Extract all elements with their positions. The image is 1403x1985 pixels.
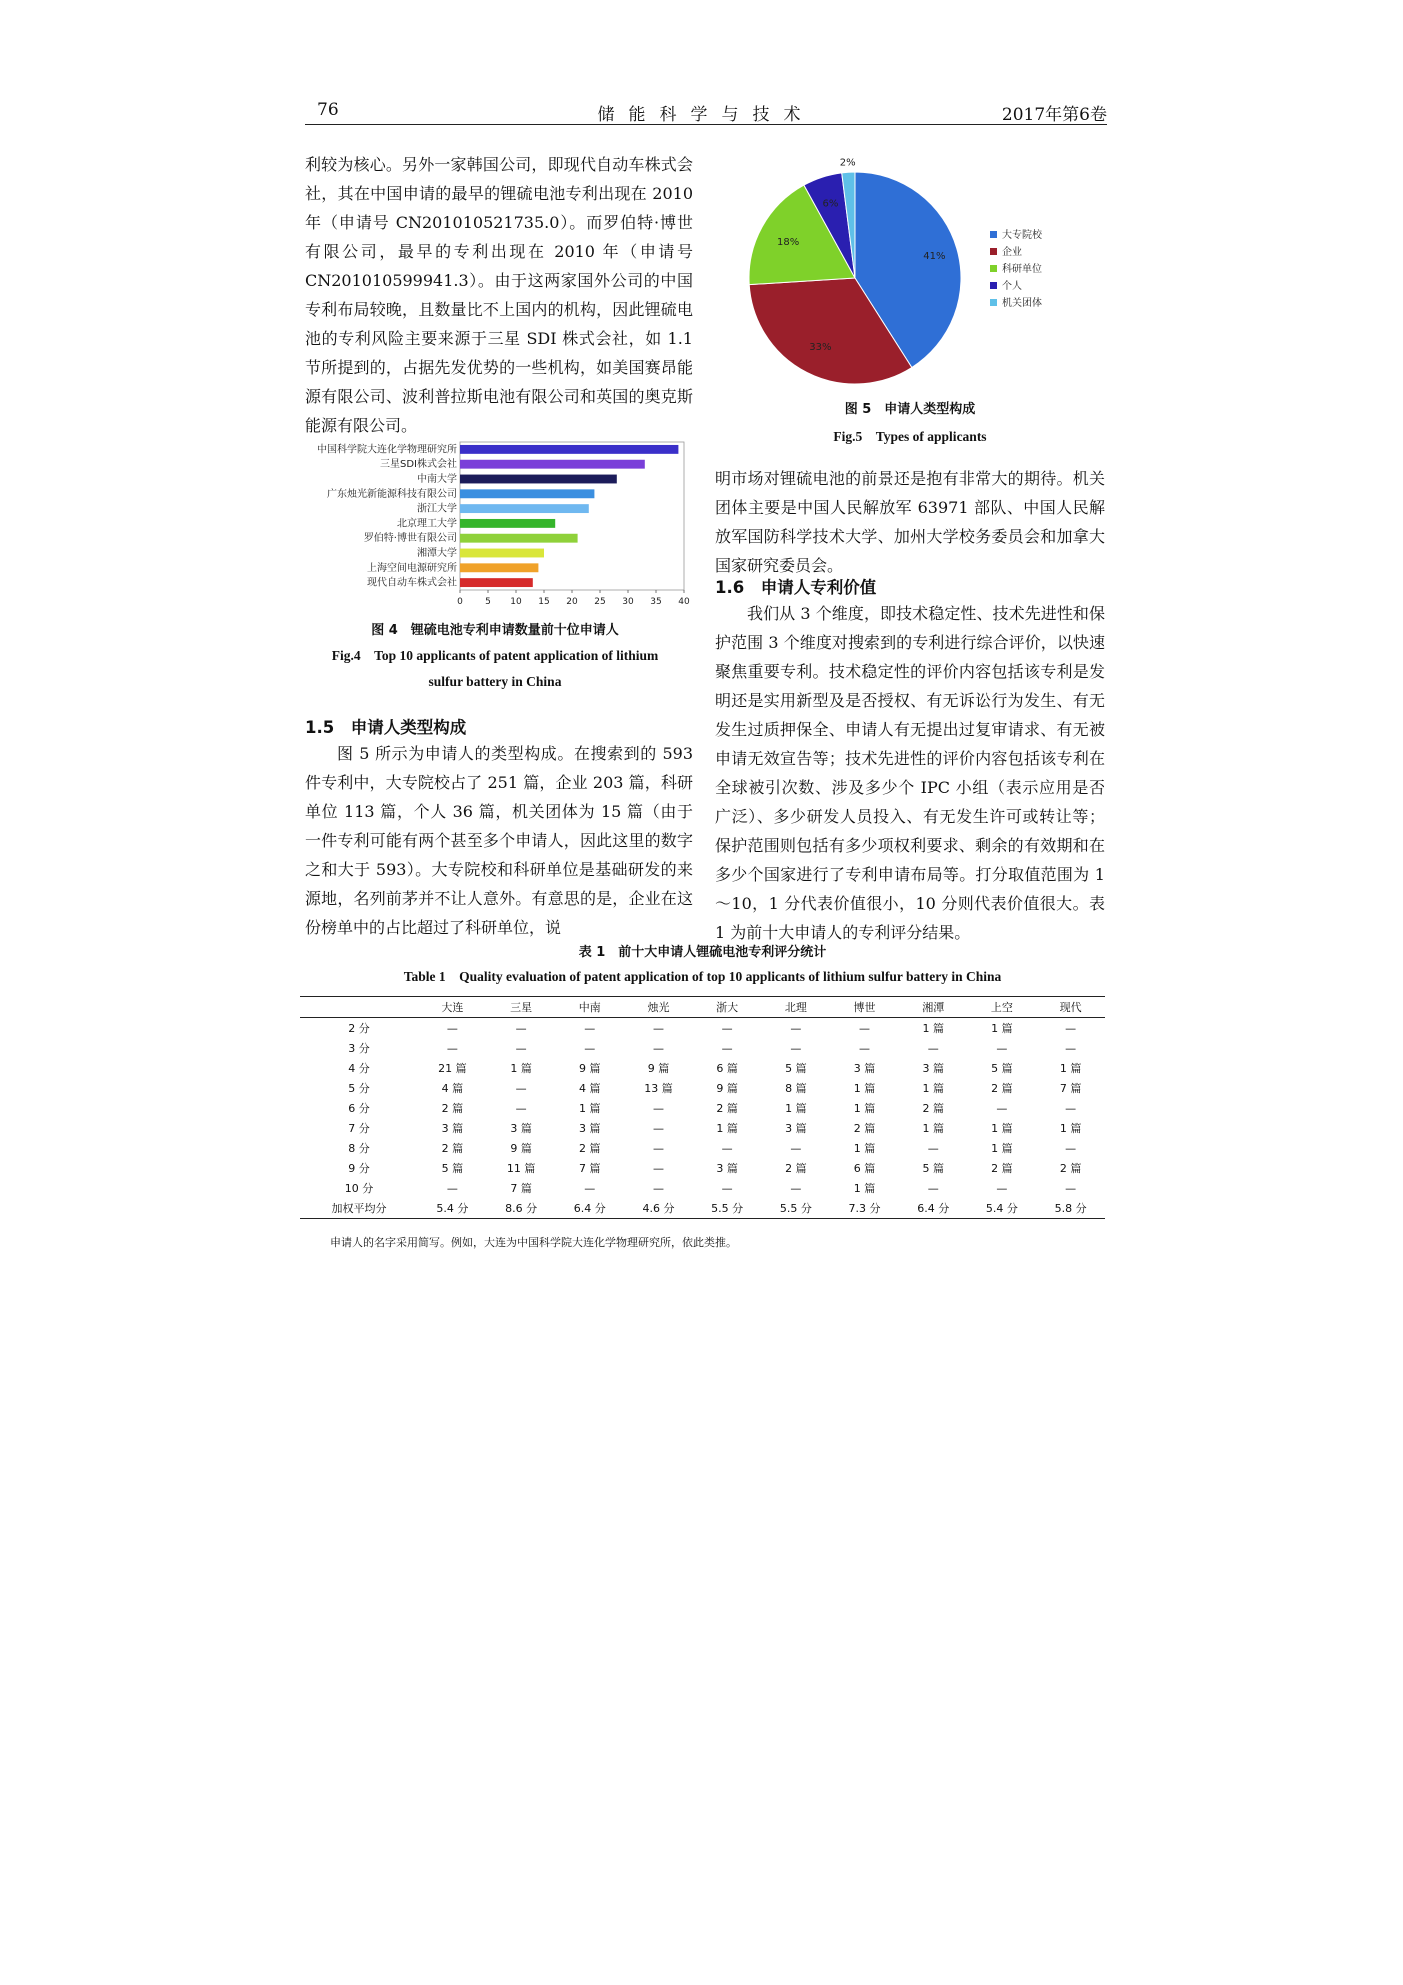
table-cell: 5 分 xyxy=(348,1082,370,1095)
section-heading-1-6: 1.6 申请人专利价值 xyxy=(715,578,877,597)
table-cell: 3 篇 xyxy=(579,1122,601,1135)
table-cell: — xyxy=(721,1021,733,1035)
table-cell: — xyxy=(790,1041,802,1055)
table-header-cell: 烛光 xyxy=(624,997,693,1018)
table-cell: 1 篇 xyxy=(922,1022,944,1035)
journal-title: 储能科学与技术 xyxy=(597,105,815,125)
x-tick-label: 10 xyxy=(510,597,522,607)
category-label: 湘潭大学 xyxy=(417,547,457,559)
table-cell: 1 篇 xyxy=(716,1122,738,1135)
table-row xyxy=(300,1158,1105,1178)
table-cell: 9 篇 xyxy=(647,1062,670,1075)
table-cell: 3 分 xyxy=(348,1042,370,1055)
table-row xyxy=(300,1138,1105,1158)
table-cell: 11 篇 xyxy=(506,1162,536,1175)
table-cell: 1 篇 xyxy=(1059,1062,1082,1075)
paragraph: 明市场对锂硫电池的前景还是抱有非常大的期待。机关团体主要是中国人民解放军 63971 部队、中国人民解放军国防科学技术大学、加州大学校务委员会和加拿大国家研究委员会。 xyxy=(715,469,1105,575)
table-cell: — xyxy=(996,1041,1008,1055)
table-cell: — xyxy=(446,1041,458,1055)
table-cell: — xyxy=(652,1021,664,1035)
category-label: 北京理工大学 xyxy=(397,518,457,530)
table-cell: 5.5 分 xyxy=(762,1198,831,1219)
table-row xyxy=(300,1078,1105,1098)
table-cell: — xyxy=(721,1041,733,1055)
table-cell: — xyxy=(515,1041,527,1055)
table-cell: — xyxy=(927,1181,939,1195)
slice-label: 6% xyxy=(822,198,839,210)
table-cell: 3 篇 xyxy=(922,1062,944,1075)
table-cell: — xyxy=(927,1141,939,1155)
table-cell: 5 篇 xyxy=(922,1162,944,1175)
bar xyxy=(460,445,678,454)
table-row xyxy=(300,1098,1105,1118)
paragraph: 我们从 3 个维度，即技术稳定性、技术先进性和保护范围 3 个维度对搜索到的专利进行综合评价，以快速聚焦重要专利。技术稳定性的评价内容包括该专利是发明还是实用新型及是否授权、有无诉讼行为发生、有无发生过质押保全、申请人有无提出过复审请求、有无被申请无效宣告等；技术先进性的评价内容包括该专利在全球被引次数、涉及多少个 IPC 小组（表示应用是否广泛）、多少研发人员投入、有无发生许可或转让等；保护范围则包括有多少项权利要求、剩余的有效期和在多少个国家进行了专利申请布局等。打分取值范围为 1～10，1 分代表价值很小，10 分则代表价值很大。表 1 为前十大申请人的专利评分结果。 xyxy=(715,604,1105,942)
table-cell: 2 篇 xyxy=(579,1142,601,1155)
table-cell: 9 分 xyxy=(348,1162,370,1175)
table-header-cell: 上空 xyxy=(968,997,1037,1018)
category-label: 中国科学院大连化学物理研究所 xyxy=(317,444,457,456)
table-cell: — xyxy=(859,1021,871,1035)
slice-label: 18% xyxy=(777,237,800,249)
table-row xyxy=(300,1118,1105,1138)
legend-label: 机关团体 xyxy=(1002,298,1042,309)
table-header-cell: 大连 xyxy=(418,997,487,1018)
table-cell: 6.4 分 xyxy=(899,1198,968,1219)
table-cell: 2 篇 xyxy=(991,1162,1013,1175)
table1 xyxy=(300,996,1105,1219)
table-cell: — xyxy=(515,1021,527,1035)
bar xyxy=(460,549,544,558)
table-cell: — xyxy=(927,1041,939,1055)
legend-label: 企业 xyxy=(1002,247,1022,258)
table-cell: 2 篇 xyxy=(853,1122,876,1135)
bar xyxy=(460,475,617,484)
table-cell: 5.4 分 xyxy=(968,1198,1037,1219)
table-cell: — xyxy=(584,1181,596,1195)
bar xyxy=(460,489,594,498)
bar xyxy=(460,534,578,543)
table-cell: — xyxy=(996,1101,1008,1115)
table-cell: — xyxy=(515,1101,527,1115)
category-label: 罗伯特·博世有限公司 xyxy=(363,533,457,545)
table1-title-cn: 表 1 前十大申请人锂硫电池专利评分统计 xyxy=(578,945,827,960)
slice-label: 41% xyxy=(923,250,946,262)
table-cell: 1 篇 xyxy=(991,1122,1013,1135)
table-cell: 9 篇 xyxy=(579,1062,601,1075)
x-tick-label: 30 xyxy=(622,597,634,607)
table-cell: 21 篇 xyxy=(438,1062,467,1075)
table-cell: 1 篇 xyxy=(922,1122,944,1135)
legend-swatch xyxy=(990,231,997,238)
right-column-text-top xyxy=(715,464,1105,580)
table-cell: 3 篇 xyxy=(853,1062,876,1075)
table-cell: 1 篇 xyxy=(1059,1122,1082,1135)
table-cell: — xyxy=(584,1041,596,1055)
left-column-text-top xyxy=(305,150,693,440)
table-cell: — xyxy=(721,1141,733,1155)
table-cell: 4 分 xyxy=(348,1062,370,1075)
bar xyxy=(460,504,589,513)
x-tick-label: 40 xyxy=(678,597,690,607)
table-cell: 5 篇 xyxy=(991,1062,1013,1075)
table-cell: 加权平均分 xyxy=(300,1198,418,1219)
slice-label: 33% xyxy=(809,342,832,354)
legend-label: 个人 xyxy=(1002,281,1022,292)
table-row xyxy=(300,1018,1105,1039)
table-cell: 7 分 xyxy=(348,1122,370,1135)
fig4-caption-en-line2: sulfur battery in China xyxy=(428,674,562,689)
fig5-caption-en: Fig.5 Types of applicants xyxy=(833,429,987,444)
table-cell: 5.4 分 xyxy=(418,1198,487,1219)
table-cell: — xyxy=(584,1021,596,1035)
table-cell: — xyxy=(652,1161,664,1175)
table-cell: 1 篇 xyxy=(853,1182,876,1195)
table-cell: — xyxy=(652,1101,664,1115)
table-cell: 1 篇 xyxy=(853,1082,876,1095)
category-label: 广东烛光新能源科技有限公司 xyxy=(327,488,457,500)
table-cell: 2 分 xyxy=(348,1022,370,1035)
table-cell: 3 篇 xyxy=(441,1122,464,1135)
table-cell: 4.6 分 xyxy=(624,1198,693,1219)
table-header-cell: 湘潭 xyxy=(899,997,968,1018)
table-cell: 13 篇 xyxy=(644,1082,673,1095)
left-column-text-bottom xyxy=(305,739,693,942)
table-cell: — xyxy=(1065,1181,1077,1195)
table-cell: 6.4 分 xyxy=(555,1198,624,1219)
x-tick-label: 25 xyxy=(594,597,606,607)
table-cell: — xyxy=(1065,1041,1077,1055)
table-row xyxy=(300,1058,1105,1078)
category-label: 浙江大学 xyxy=(417,503,457,515)
table-cell: 1 篇 xyxy=(991,1142,1013,1155)
table-row xyxy=(300,1178,1105,1198)
table1-title-en: Table 1 Quality evaluation of patent application of top 10 applicants of lithium sulfur battery in China xyxy=(403,969,1002,984)
table-cell: — xyxy=(790,1181,802,1195)
paragraph: 利较为核心。另外一家韩国公司，即现代自动车株式会社，其在中国申请的最早的锂硫电池专利出现在 2010 年（申请号 CN201010521735.0）。而罗伯特·博世有限公司，最早的专利出现在 2010 年（申请号 CN201010599941.3）。由于这两家国外公司的中国专利布局较晚，且数量比不上国内的机构，因此锂硫电池的专利风险主要来源于三星 SDI 株式会社，如 1.1 节所提到的，占据先发优势的一些机构，如美国赛昂能源有限公司、波利普拉斯电池有限公司和英国的奥克斯能源有限公司。 xyxy=(305,155,693,435)
table-cell: — xyxy=(446,1181,458,1195)
table-cell: — xyxy=(790,1141,802,1155)
table-cell: — xyxy=(652,1041,664,1055)
x-tick-label: 5 xyxy=(485,597,491,607)
fig4-caption-en xyxy=(300,643,690,695)
table-cell: 6 篇 xyxy=(716,1062,738,1075)
table-cell: 7.3 分 xyxy=(830,1198,899,1219)
table-cell: 8 篇 xyxy=(785,1082,807,1095)
legend-label: 科研单位 xyxy=(1002,264,1042,275)
legend-swatch xyxy=(990,299,997,306)
table-cell: 1 篇 xyxy=(510,1062,532,1075)
table-cell: — xyxy=(1065,1141,1077,1155)
table-cell: 2 篇 xyxy=(441,1142,464,1155)
table-cell: 9 篇 xyxy=(716,1082,738,1095)
category-label: 中南大学 xyxy=(417,473,457,485)
table-cell: 4 篇 xyxy=(579,1082,601,1095)
table-cell: 10 分 xyxy=(344,1182,374,1195)
table-cell: 1 篇 xyxy=(991,1022,1013,1035)
table-cell: — xyxy=(1065,1021,1077,1035)
table-cell: 1 篇 xyxy=(922,1082,944,1095)
fig4-caption-cn: 图 4 锂硫电池专利申请数量前十位申请人 xyxy=(371,623,619,638)
bar xyxy=(460,563,538,572)
right-column-text-bottom xyxy=(715,599,1105,947)
table-cell: 8 分 xyxy=(348,1142,370,1155)
table-cell: 2 篇 xyxy=(441,1102,464,1115)
table-cell: 1 篇 xyxy=(853,1142,876,1155)
table-cell: 3 篇 xyxy=(785,1122,807,1135)
legend-swatch xyxy=(990,265,997,272)
bar xyxy=(460,578,533,587)
bar xyxy=(460,460,645,469)
table-cell: — xyxy=(515,1081,527,1095)
table-cell: 2 篇 xyxy=(922,1102,944,1115)
paragraph: 图 5 所示为申请人的类型构成。在搜索到的 593 件专利中，大专院校占了 251 篇，企业 203 篇，科研单位 113 篇，个人 36 篇，机关团体为 15 篇（由于一件专利可能有两个甚至多个申请人，因此这里的数字之和大于 593）。大专院校和科研单位是基础研发的来源地，名列前茅并不让人意外。有意思的是，企业在这份榜单中的占比超过了科研单位，说 xyxy=(305,744,693,937)
table-cell: 5 篇 xyxy=(441,1162,464,1175)
table-header-cell: 博世 xyxy=(830,997,899,1018)
fig4-caption-en-line1: Fig.4 Top 10 applicants of patent application of lithium xyxy=(331,648,659,663)
table-cell: — xyxy=(652,1181,664,1195)
table-cell: 7 篇 xyxy=(1059,1082,1082,1095)
table-cell: 6 篇 xyxy=(853,1162,876,1175)
table-header-cell: 北理 xyxy=(762,997,831,1018)
table-header-cell: 现代 xyxy=(1036,997,1105,1018)
table-cell: 1 篇 xyxy=(853,1102,876,1115)
table-cell: 3 篇 xyxy=(716,1162,738,1175)
table-cell: 2 篇 xyxy=(785,1162,807,1175)
fig4-bar-chart xyxy=(300,438,700,618)
table-cell: 7 篇 xyxy=(510,1182,532,1195)
bar xyxy=(460,519,555,528)
table-cell: — xyxy=(790,1021,802,1035)
category-label: 现代自动车株式会社 xyxy=(367,577,457,589)
table-cell: — xyxy=(859,1041,871,1055)
legend-label: 大专院校 xyxy=(1002,230,1042,241)
running-header xyxy=(305,98,1107,125)
table-cell: 4 篇 xyxy=(441,1082,464,1095)
page-number: 76 xyxy=(317,100,339,120)
table-cell: 5 篇 xyxy=(785,1062,807,1075)
table-cell: 2 篇 xyxy=(1059,1162,1082,1175)
table-cell: 5.5 分 xyxy=(693,1198,762,1219)
x-tick-label: 20 xyxy=(566,597,578,607)
table-cell: — xyxy=(446,1021,458,1035)
table-cell: 7 篇 xyxy=(579,1162,601,1175)
fig5-caption-cn: 图 5 申请人类型构成 xyxy=(844,402,976,417)
table-cell: — xyxy=(652,1141,664,1155)
table-cell: — xyxy=(1065,1101,1077,1115)
table-cell: 6 分 xyxy=(348,1102,370,1115)
table-cell: — xyxy=(996,1181,1008,1195)
table-header-cell: 浙大 xyxy=(693,997,762,1018)
category-label: 三星SDI株式会社 xyxy=(380,459,457,471)
table-cell: — xyxy=(652,1121,664,1135)
fig5-pie-chart xyxy=(745,150,1105,390)
table-cell: 2 篇 xyxy=(716,1102,738,1115)
table-header-row xyxy=(300,997,1105,1018)
category-label: 上海空间电源研究所 xyxy=(367,562,457,574)
x-tick-label: 15 xyxy=(538,597,550,607)
table-cell: 5.8 分 xyxy=(1036,1198,1105,1219)
table-cell: 3 篇 xyxy=(510,1122,532,1135)
table-header-cell xyxy=(300,997,418,1018)
volume-label: 2017年第6卷 xyxy=(1001,105,1107,125)
section-heading-1-5: 1.5 申请人类型构成 xyxy=(305,718,467,737)
table-cell: 8.6 分 xyxy=(487,1198,556,1219)
legend-swatch xyxy=(990,282,997,289)
table-row xyxy=(300,1038,1105,1058)
legend-swatch xyxy=(990,248,997,255)
slice-label: 2% xyxy=(839,157,856,169)
table-cell: 9 篇 xyxy=(510,1142,532,1155)
table-header-cell: 三星 xyxy=(487,997,556,1018)
table-cell: 2 篇 xyxy=(991,1082,1013,1095)
table-cell: 1 篇 xyxy=(579,1102,601,1115)
x-tick-label: 0 xyxy=(457,597,463,607)
x-tick-label: 35 xyxy=(650,597,662,607)
table-header-cell: 中南 xyxy=(555,997,624,1018)
table1-note: 申请人的名字采用简写。例如，大连为中国科学院大连化学物理研究所，依此类推。 xyxy=(330,1236,737,1249)
table-cell: — xyxy=(721,1181,733,1195)
table-cell: 1 篇 xyxy=(785,1102,807,1115)
table-row xyxy=(300,1198,1105,1219)
